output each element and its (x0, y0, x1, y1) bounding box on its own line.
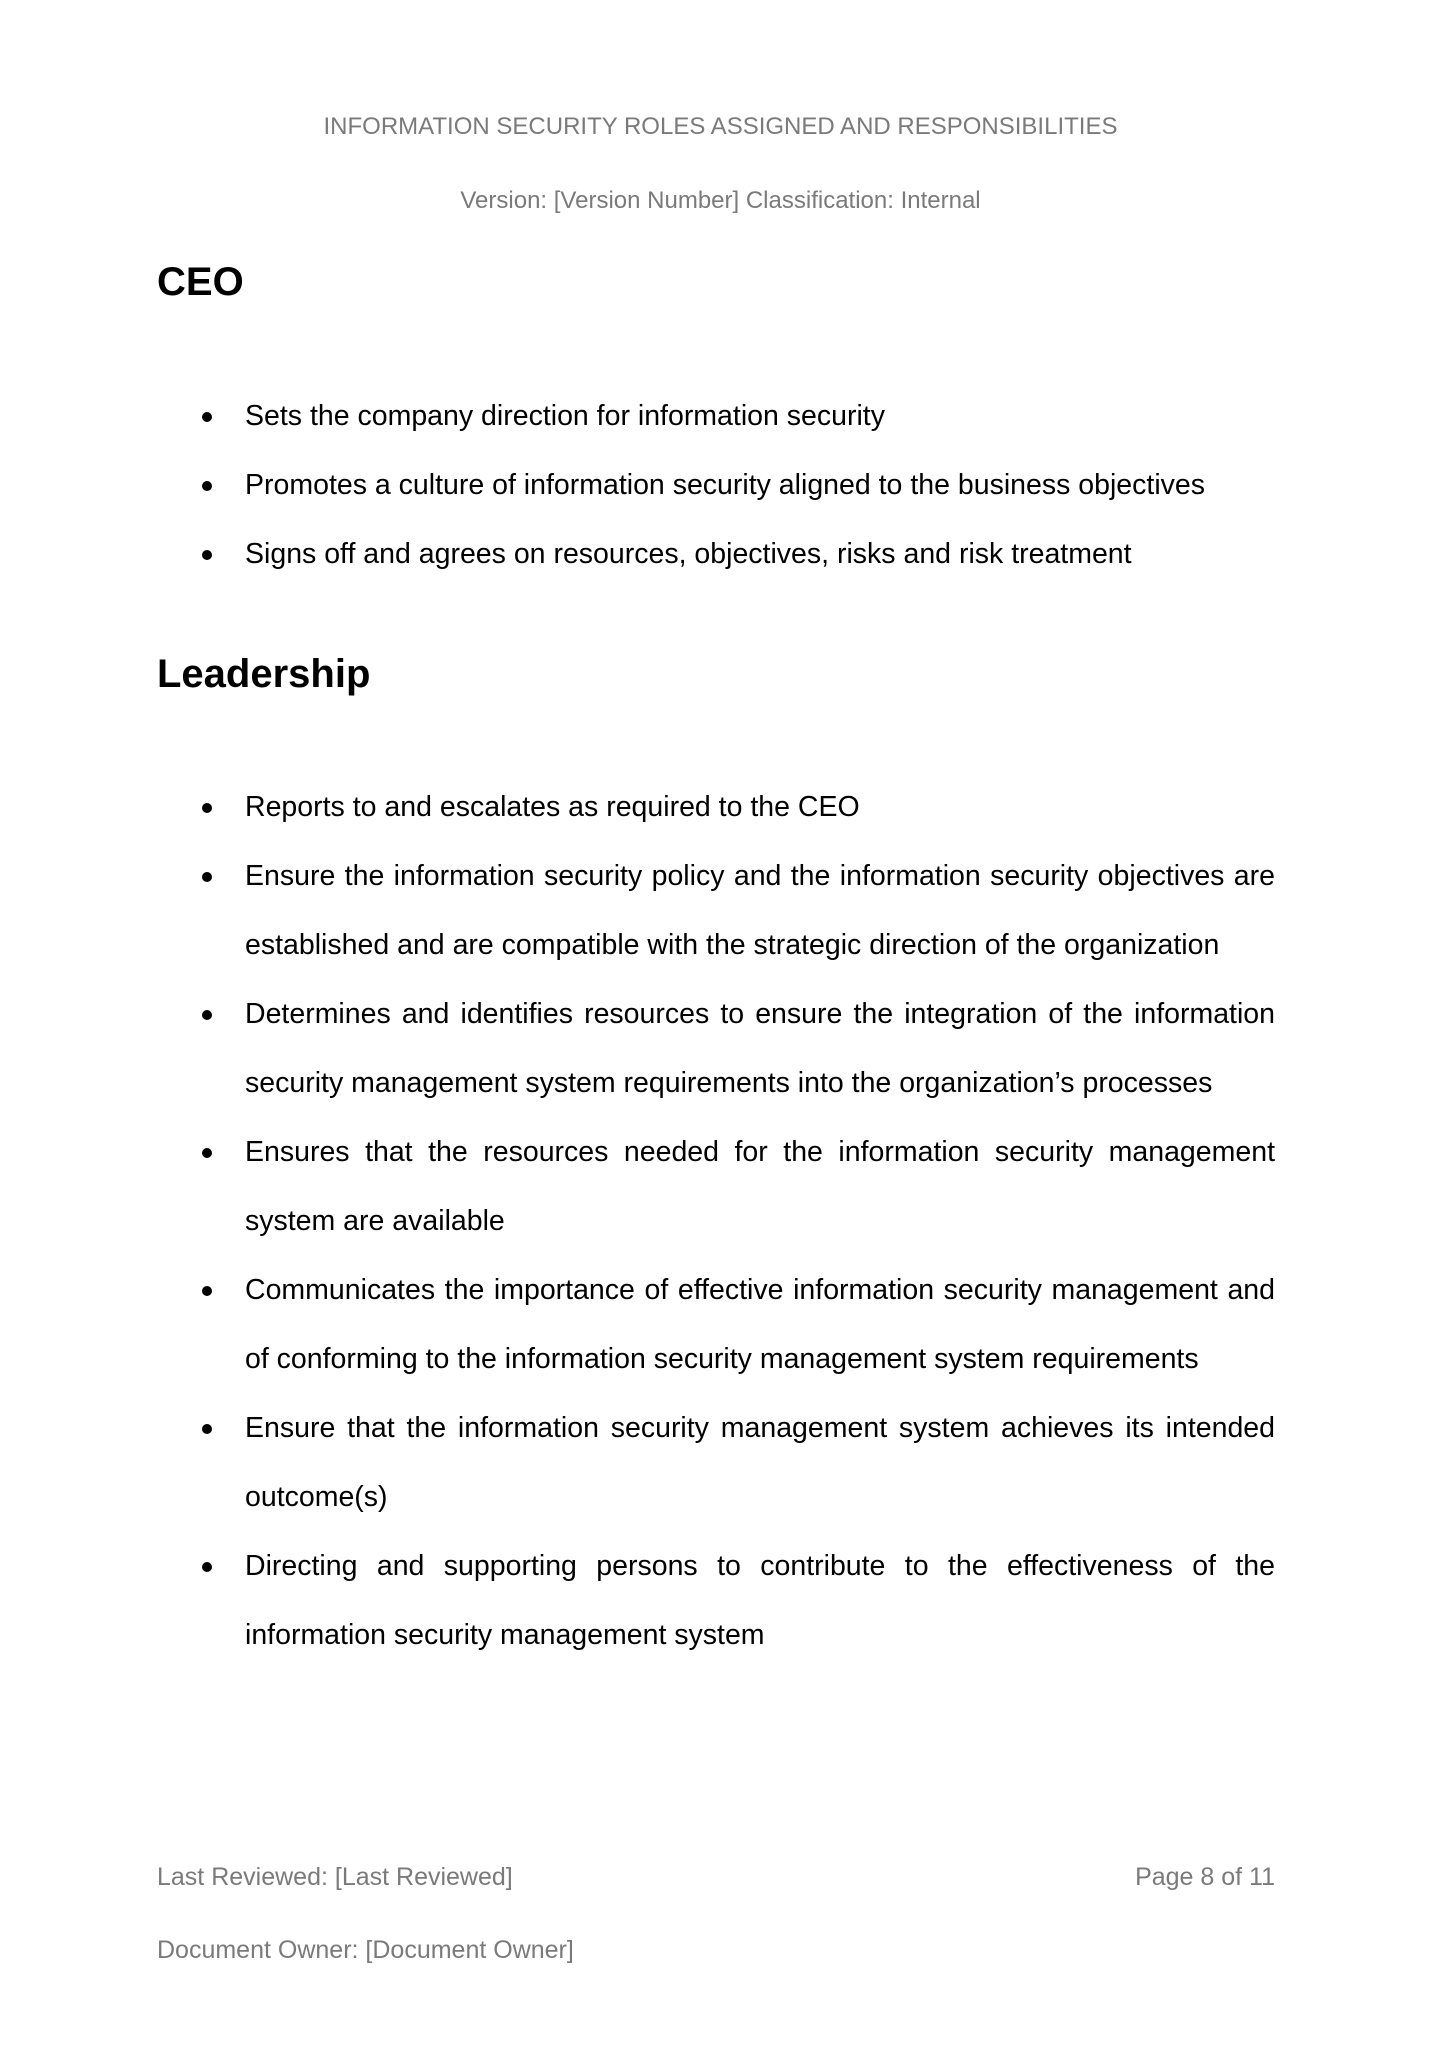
bullet-icon (202, 1424, 212, 1434)
section-heading-leadership: Leadership (157, 652, 371, 696)
bullet-icon (202, 481, 212, 491)
header-title: INFORMATION SECURITY ROLES ASSIGNED AND RESPONSIBILITIES (323, 113, 1118, 140)
footer-document-owner: Document Owner: [Document Owner] (157, 1936, 574, 1964)
bullet-icon (202, 1148, 212, 1158)
bullet-icon (202, 872, 212, 882)
list-item (157, 1532, 1275, 1670)
list-item-text: Directing and supporting persons to contribute to the effectiveness of the information security management system (245, 1550, 1275, 1651)
list-item-text: Ensures that the resources needed for the information security management system are available (245, 1136, 1275, 1237)
list-item-text: Ensure the information security policy and the information security objectives are established and are compatible with the strategic direction of the organization (245, 860, 1275, 961)
list-item (157, 1256, 1275, 1394)
section-heading-ceo: CEO (157, 260, 244, 304)
bullet-icon (202, 412, 212, 422)
list-item (157, 520, 1275, 589)
list-item (157, 773, 1275, 842)
list-item-text: Reports to and escalates as required to the CEO (245, 791, 860, 823)
list-item-text: Signs off and agrees on resources, objectives, risks and risk treatment (245, 538, 1132, 570)
leadership-responsibilities-list (157, 773, 1275, 1670)
footer-page-number: Page 8 of 11 (1135, 1863, 1275, 1891)
list-item-text: Sets the company direction for information security (245, 400, 885, 432)
list-item-text: Promotes a culture of information security aligned to the business objectives (245, 469, 1205, 501)
header-version-line: Version: [Version Number] Classification: Internal (460, 187, 981, 214)
bullet-icon (202, 1010, 212, 1020)
bullet-icon (202, 1562, 212, 1572)
list-item (157, 451, 1275, 520)
list-item (157, 1394, 1275, 1532)
ceo-responsibilities-list (157, 382, 1275, 589)
list-item (157, 1118, 1275, 1256)
list-item-text: Communicates the importance of effective information security management and of conforming to the information security management system requirements (245, 1274, 1275, 1375)
list-item (157, 980, 1275, 1118)
bullet-icon (202, 550, 212, 560)
list-item (157, 842, 1275, 980)
bullet-icon (202, 1286, 212, 1296)
list-item-text: Determines and identifies resources to ensure the integration of the information security management system requirements into the organization’s processes (245, 998, 1275, 1099)
list-item-text: Ensure that the information security management system achieves its intended outcome(s) (245, 1412, 1275, 1513)
footer-last-reviewed: Last Reviewed: [Last Reviewed] (157, 1863, 513, 1891)
list-item (157, 382, 1275, 451)
bullet-icon (202, 803, 212, 813)
